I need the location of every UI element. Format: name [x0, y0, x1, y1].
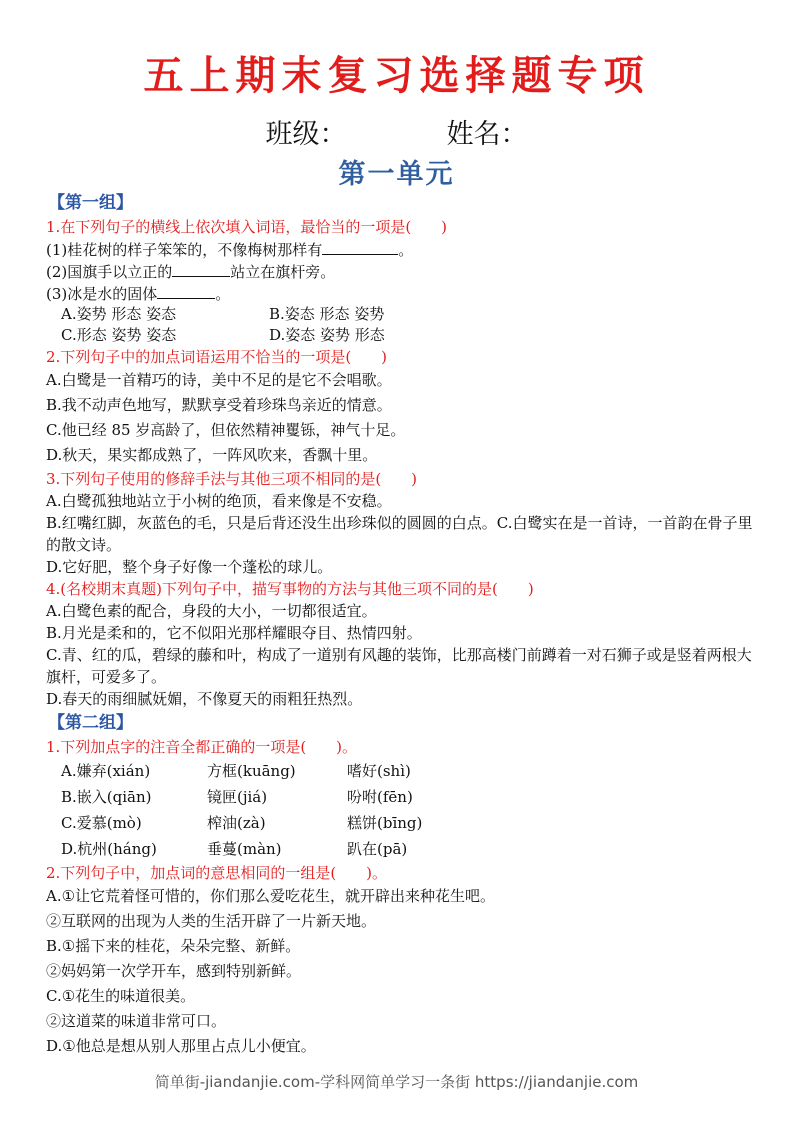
g1-q2-option-d: D.秋天，果实都成熟了，一阵风吹来，香飘十里。 [46, 446, 378, 464]
g1-q1-s3-text: (3)冰是水的固体 [46, 285, 158, 303]
pinyin-item: A.嫌弃(xián) [61, 762, 151, 780]
class-label: 班级： [265, 119, 347, 150]
pinyin-item: 吩咐(fēn) [347, 788, 413, 806]
g1-q1-sentence-3 [46, 282, 756, 304]
pinyin-item: 镜匣(jiá) [207, 788, 268, 806]
g1-q1-option-d: D.姿态 姿势 形态 [269, 326, 385, 344]
g2-q2-line: C.①花生的味道很美。 [46, 987, 196, 1005]
pinyin-item: 方框(kuāng) [207, 762, 296, 780]
fill-blank [172, 260, 230, 277]
unit-title: 第一单元 [338, 159, 455, 190]
g1-q1-sentence-1 [46, 238, 756, 260]
g1-q4-option-a: A.白鹭色素的配合，身段的大小，一切都很适宜。 [46, 602, 377, 620]
pinyin-item: 垂蔓(màn) [207, 840, 282, 858]
g1-q1-s1-text: (1)桂花树的样子笨笨的，不像梅树那样有 [46, 241, 323, 259]
g1-q4-stem: 4.(名校期末真题)下列句子中，描写事物的方法与其他三项不同的是( ) [46, 580, 534, 598]
g1-q1-s2-end: 站立在旗杆旁。 [230, 263, 336, 281]
pinyin-item: 榨油(zà) [207, 814, 266, 832]
g2-q1-option-d [46, 836, 756, 862]
g1-q1-stem: 1.在下列句子的横线上依次填入词语，最恰当的一项是( ) [46, 218, 448, 236]
g1-q2-option-a: A.白鹭是一首精巧的诗，美中不足的是它不会唱歌。 [46, 371, 392, 389]
g2-q1-option-b [46, 784, 756, 810]
fill-blank [157, 282, 215, 299]
pinyin-item: 糕饼(bīng) [347, 814, 423, 832]
g2-q1-stem: 1.下列加点字的注音全都正确的一项是( )。 [46, 738, 358, 756]
footer-watermark: 简单街-jiandanjie.com-学科网简单学习一条街 https://jiandanjie.com [154, 1073, 639, 1091]
g2-q2-line: ②互联网的出现为人类的生活开辟了一片新天地。 [46, 912, 377, 930]
g1-q4-option-d: D.春天的雨细腻妩媚，不像夏天的雨粗狂热烈。 [46, 690, 363, 708]
pinyin-item: C.爱慕(mò) [61, 814, 142, 832]
g1-q3-option-d: D.它好肥，整个身子好像一个蓬松的球儿。 [46, 558, 333, 576]
pinyin-item: 趴在(pā) [347, 840, 408, 858]
worksheet-content [46, 190, 756, 1059]
g1-q1-options-row-2 [46, 325, 756, 346]
g1-q1-options-row-1 [46, 304, 756, 325]
student-info-line [0, 112, 793, 151]
group2-title: 【第二组】 [48, 713, 133, 733]
g2-q2-stem: 2.下列句子中，加点词的意思相同的一组是( )。 [46, 864, 388, 882]
g1-q3-option-a: A.白鹭孤独地站立于小树的绝顶，看来像是不安稳。 [46, 492, 392, 510]
fill-blank [322, 238, 398, 255]
g2-q2-line: ②妈妈第一次学开车，感到特别新鲜。 [46, 962, 302, 980]
group1-title: 【第一组】 [48, 193, 133, 213]
g1-q4-option-b: B.月光是柔和的，它不似阳光那样耀眼夺目、热情四射。 [46, 624, 422, 642]
g2-q1-option-a [46, 758, 756, 784]
g1-q3-stem: 3.下列句子使用的修辞手法与其他三项不相同的是( ) [46, 470, 418, 488]
g2-q2-line: D.①他总是想从别人那里占点儿小便宜。 [46, 1037, 316, 1055]
g1-q4-option-c: C.青、红的瓜，碧绿的藤和叶，构成了一道别有风趣的装饰，比那高楼门前蹲着一对石狮子或是竖着两根大旗杆，可爱多了。 [46, 646, 752, 686]
g1-q3-option-b-c: B.红嘴红脚，灰蓝色的毛，只是后背还没生出珍珠似的圆圆的白点。C.白鹭实在是一首诗，一首韵在骨子里的散文诗。 [46, 514, 753, 554]
g2-q2-line: B.①摇下来的桂花，朵朵完整、新鲜。 [46, 937, 301, 955]
pinyin-item: 嗜好(shì) [347, 762, 411, 780]
g1-q1-sentence-2 [46, 260, 756, 282]
g1-q1-s3-end: 。 [215, 285, 231, 303]
pinyin-item: B.嵌入(qiān) [61, 788, 152, 806]
g1-q2-stem: 2.下列句子中的加点词语运用不恰当的一项是( ) [46, 348, 388, 366]
pinyin-item: D.杭州(háng) [61, 840, 157, 858]
g1-q1-option-a: A.姿势 形态 姿态 [61, 305, 177, 323]
g2-q2-line: ②这道菜的味道非常可口。 [46, 1012, 227, 1030]
g2-q1-option-c [46, 810, 756, 836]
g2-q2-line: A.①让它荒着怪可惜的，你们那么爱吃花生，就开辟出来种花生吧。 [46, 887, 496, 905]
g1-q1-s1-end: 。 [398, 241, 414, 259]
g1-q1-option-b: B.姿态 形态 姿势 [269, 305, 385, 323]
page-title: 五上期末复习选择题专项 [143, 52, 650, 99]
g1-q2-option-b: B.我不动声色地写，默默享受着珍珠鸟亲近的情意。 [46, 396, 392, 414]
name-label: 姓名： [446, 119, 528, 150]
g1-q2-option-c: C.他已经 85 岁高龄了，但依然精神矍铄，神气十足。 [46, 421, 406, 439]
g1-q1-s2-text: (2)国旗手以立正的 [46, 263, 173, 281]
g1-q1-option-c: C.形态 姿势 姿态 [61, 326, 177, 344]
